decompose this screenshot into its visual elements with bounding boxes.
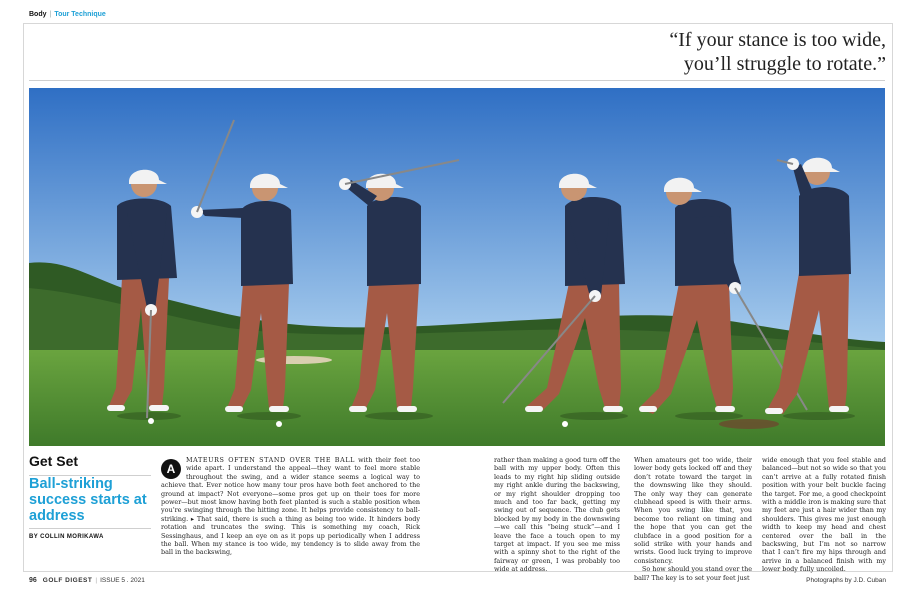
pull-quote-rule xyxy=(29,80,885,81)
body-column-1 xyxy=(161,456,420,557)
pull-quote-line-2: you’ll struggle to rotate.” xyxy=(683,53,886,75)
issue-label: ISSUE 5 . 2021 xyxy=(100,577,145,584)
headline-rule xyxy=(29,528,151,529)
swing-sequence-illustration xyxy=(29,88,885,446)
magazine-name: GOLF DIGEST xyxy=(42,577,93,584)
divot xyxy=(719,419,779,429)
body-column-4 xyxy=(762,456,886,574)
subsection-label: Tour Technique xyxy=(54,11,106,18)
swing-sequence-photo xyxy=(29,88,885,446)
folio xyxy=(29,577,145,584)
body-column-2 xyxy=(494,456,620,574)
page-number: 96 xyxy=(29,577,37,584)
byline: BY COLLIN MORIKAWA xyxy=(29,534,104,540)
column-4-text: wide enough that you feel stable and balanced—but not so wide so that you can’t arrive at a fully rotated finish position with your belt buckle facing the target. For me, a good checkpoint with a middle iron is making sure that my feet are just a hair wider than my shoulders. This gives me just enough width to keep my head and chest centered over the ball in the backswing, but I’m not so narrow that I can’t fire my hips through and arrive in a balanced finish with my lower body fully uncoiled. xyxy=(762,456,887,574)
pull-quote xyxy=(466,28,886,76)
lead-in: MATEURS OFTEN STAND OVER THE BALL xyxy=(186,456,356,464)
body-column-3 xyxy=(634,456,752,582)
section-label: Body xyxy=(29,11,47,18)
column-1-text: with their feet too wide apart. I understand the appeal—they want to feel more stable throughout the swing, and a wider stance seems a logical way to achieve that. Ever notice how many tour pros have both feet anchored to the ground at impact? Not everyone—some pros get up on their toes for more power—but most know having both feet planted is such a stable position when you’re swinging through the hitting zone. It helps provide consistency to ball-striking. ▸ That said, there is such a thing as being too wide. It hinders body rotation and truncates the swing. This is something my coach, Rick Sessinghaus, and I keep an eye on as it pops up periodically when I address the ball. When my stance is too wide, my tendency is to slide away from the ball in the backswing, xyxy=(161,456,420,557)
column-3-paragraph-1: When amateurs get too wide, their lower body gets locked off and they don’t rotate toward the target in the downswing like they should. The only way they can generate clubhead speed is with their arms. When you swing like that, you become too reliant on timing and the hope that you can get the clubface in a good position for a solid strike with your hands and wrists. Good luck trying to improve consistency. xyxy=(634,456,752,565)
photo-credit: Photographs by J.D. Cuban xyxy=(806,577,886,584)
column-3-paragraph-2: So how should you stand over the ball? The key is to set your feet just xyxy=(634,565,752,582)
kicker: Get Set xyxy=(29,453,151,476)
folio-separator: | xyxy=(95,577,98,584)
article-headline: Ball-striking success starts at address xyxy=(29,476,147,524)
running-header xyxy=(29,11,106,18)
pull-quote-line-1: “If your stance is too wide, xyxy=(669,29,886,51)
column-2-text: rather than making a good turn off the ball with my upper body. Often this leads to my right hip sliding outside my right ankle during the backswing, or my right shoulder dropping too much and too far back, getting my swing out of sequence. The club gets blocked by my body in the downswing—we call this “being stuck”—and I leave the face a touch open to my target at impact. If you see me miss with a spinny shot to the right of the fairway or green, I was probably too wide at address. xyxy=(494,456,620,574)
header-separator: | xyxy=(49,11,52,18)
drop-cap: A xyxy=(161,459,181,479)
